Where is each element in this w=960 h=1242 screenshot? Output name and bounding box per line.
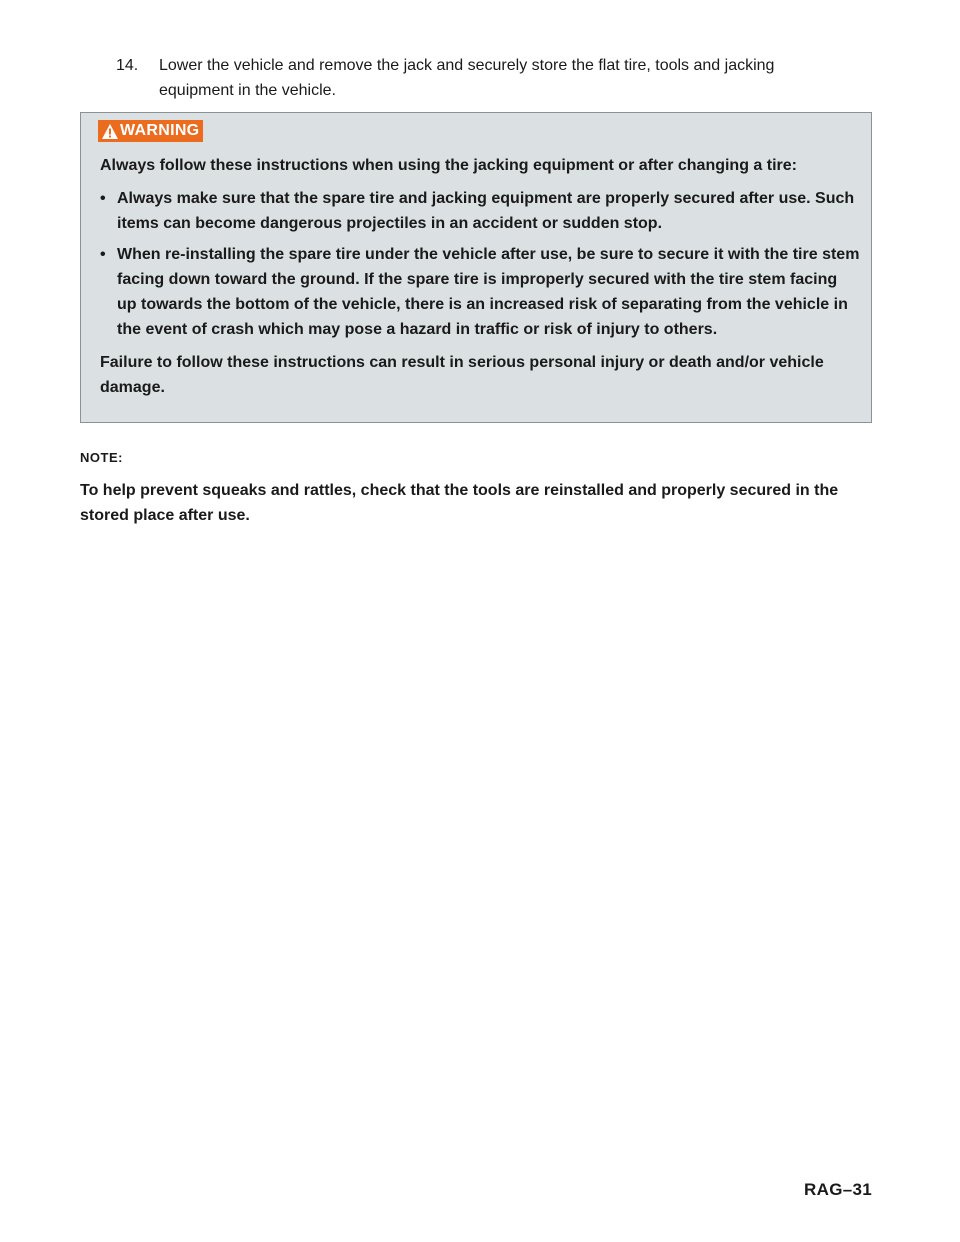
warning-bullet-list <box>100 186 860 342</box>
bullet-text: Always make sure that the spare tire and jacking equipment are properly secured after use. Such items can become dangerous projectiles in an accident or sudden stop. <box>117 190 855 232</box>
list-item <box>100 242 860 342</box>
warning-content <box>100 153 860 400</box>
note-text: To help prevent squeaks and rattles, check that the tools are reinstalled and properly secured in the stored place after use. <box>80 482 839 524</box>
bullet-marker: • <box>100 246 106 263</box>
page-number: RAG–31 <box>804 1180 872 1199</box>
warning-intro: Always follow these instructions when using the jacking equipment or after changing a tire: <box>100 157 797 174</box>
step-text: Lower the vehicle and remove the jack and securely store the flat tire, tools and jacking equipment in the vehicle. <box>159 57 775 99</box>
step-number: 14. <box>116 57 139 74</box>
warning-triangle-icon <box>101 123 119 140</box>
warning-footer: Failure to follow these instructions can result in serious personal injury or death and/or vehicle damage. <box>100 354 824 396</box>
note-label: NOTE: <box>80 450 123 465</box>
bullet-marker: • <box>100 190 106 207</box>
bullet-text: When re-installing the spare tire under the vehicle after use, be sure to secure it with the tire stem facing down toward the ground. If the spare tire is improperly secured with the tire stem facing up towards the bottom of the vehicle, there is an increased risk of separating from the vehicle in the event of crash which may pose a hazard in traffic or risk of injury to others. <box>117 246 860 338</box>
step-14 <box>116 53 836 103</box>
warning-badge <box>98 120 203 142</box>
warning-box <box>80 112 872 423</box>
warning-label: WARNING <box>120 122 200 139</box>
list-item <box>100 186 860 236</box>
